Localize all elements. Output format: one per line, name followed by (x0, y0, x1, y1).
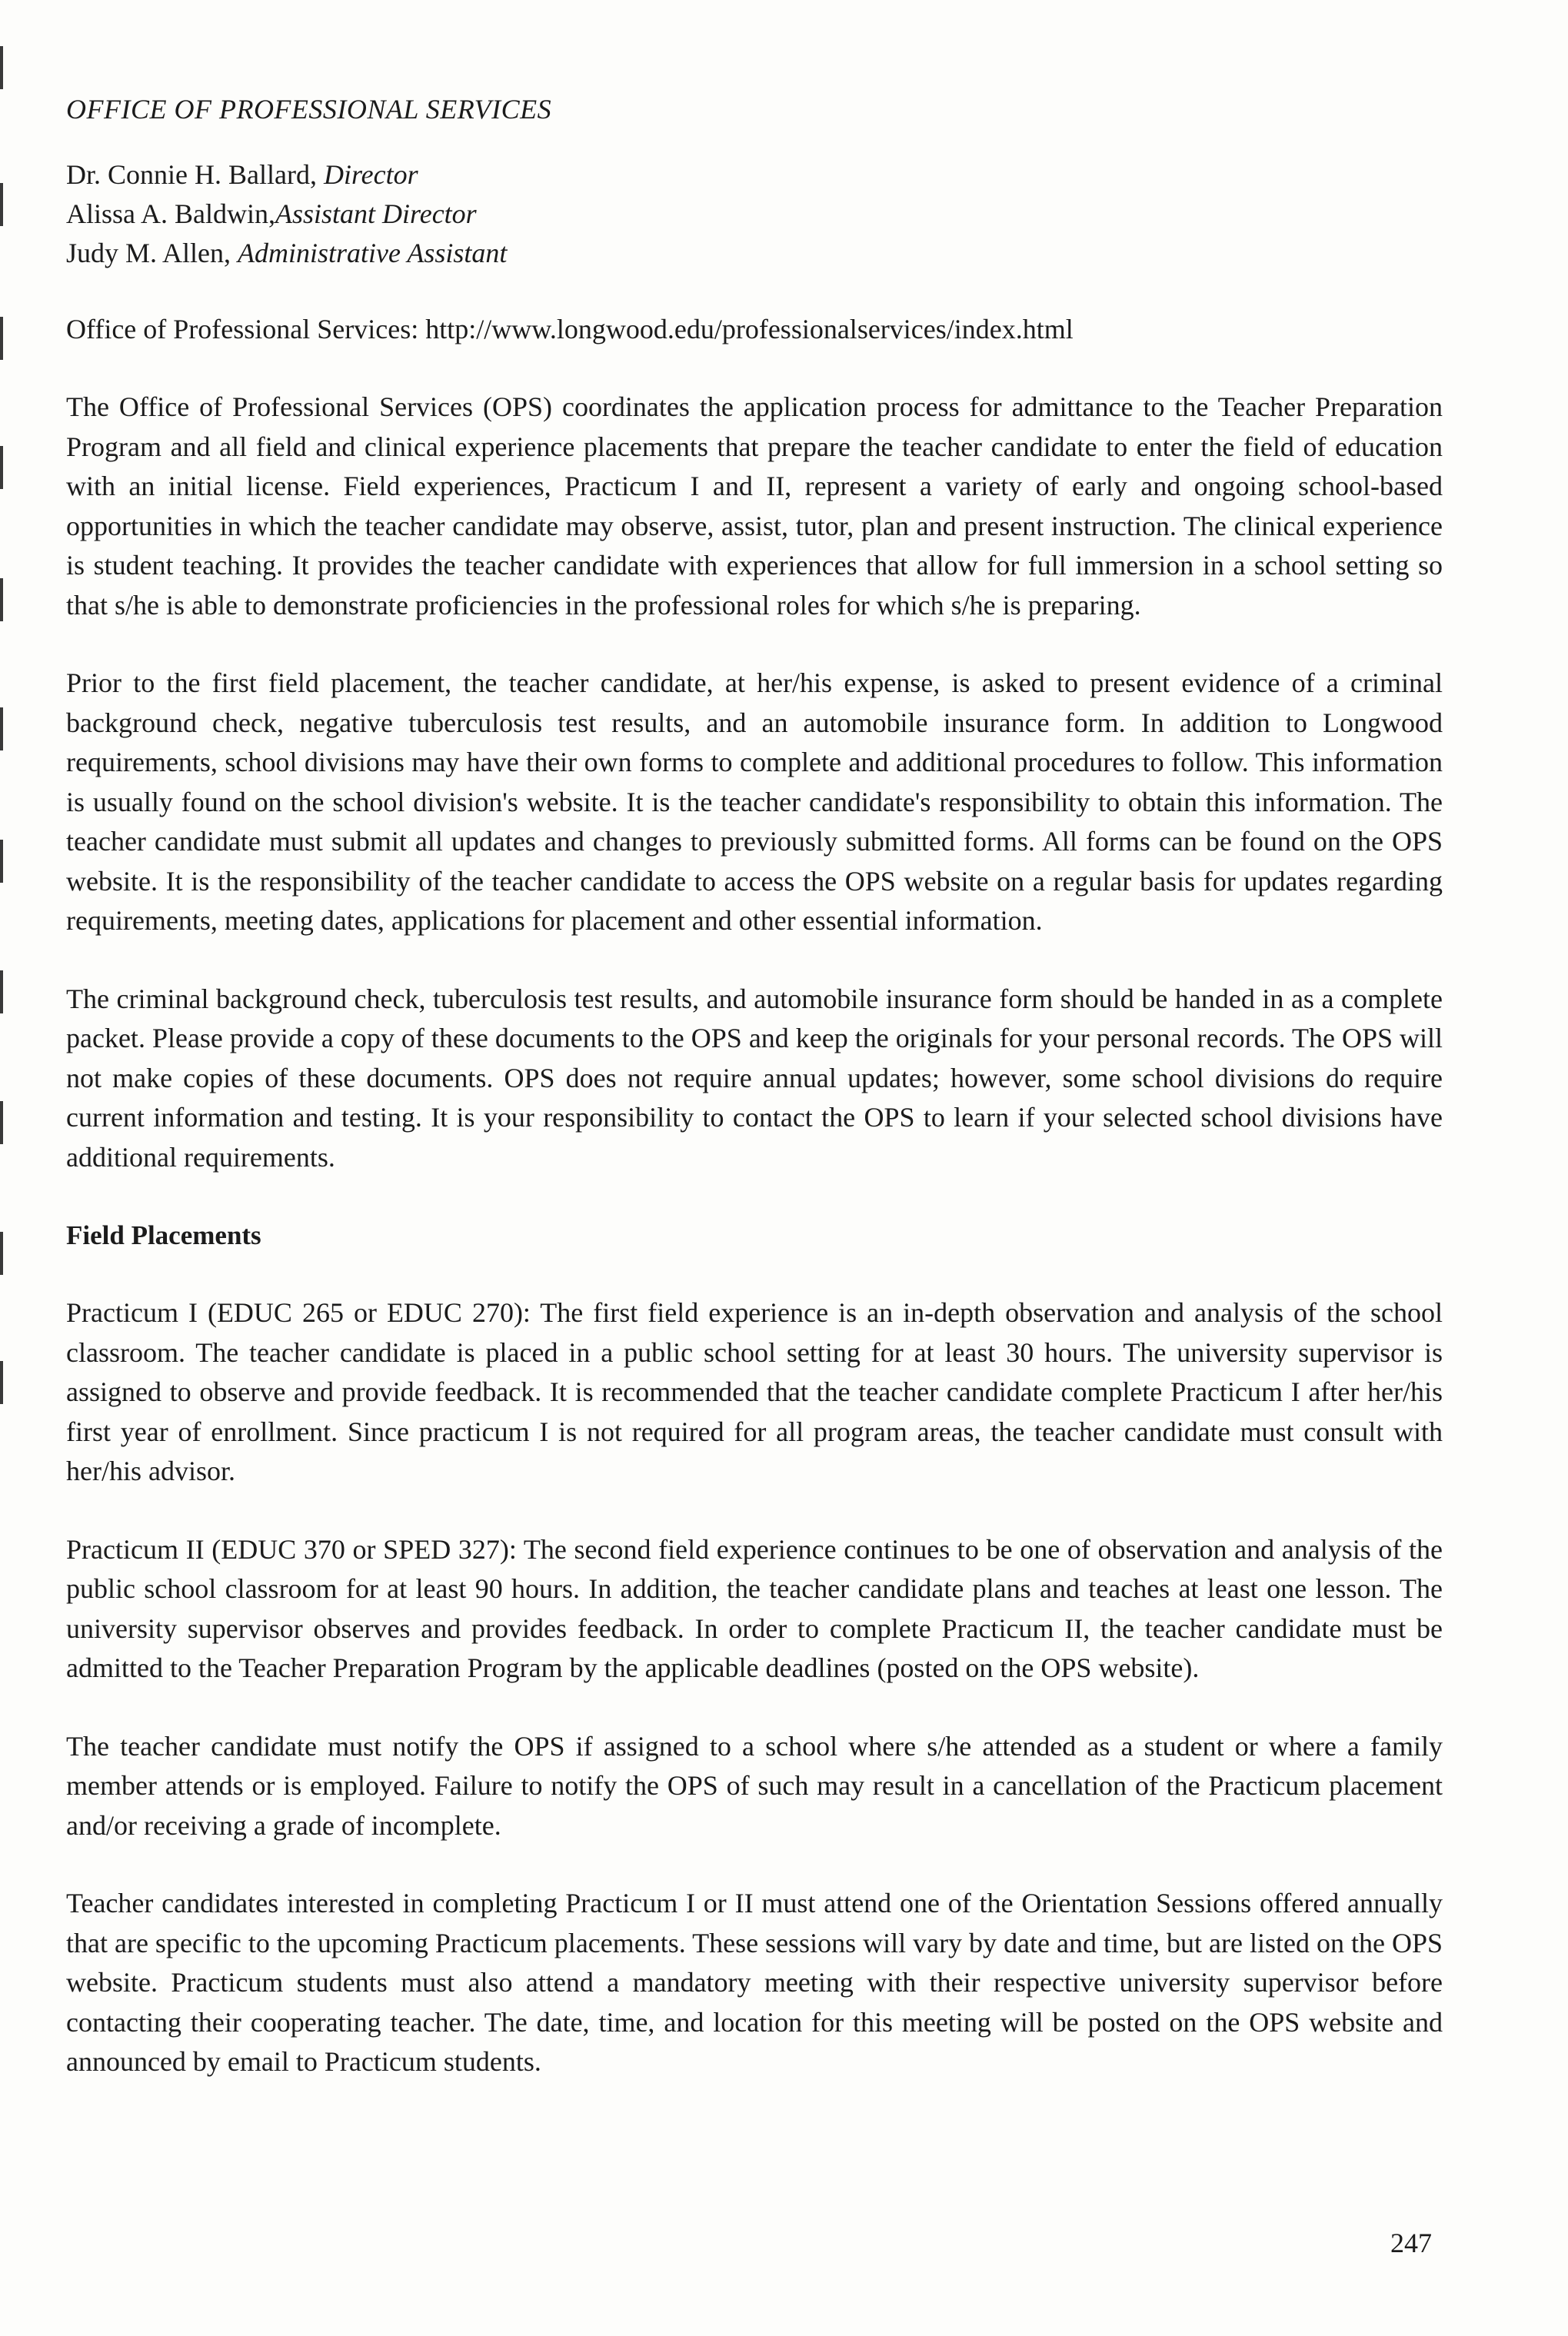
paragraph-practicum-two: Practicum II (EDUC 370 or SPED 327): The second field experience continues to be one of observation and analysis of the public school classroom for at least 90 hours. In addition, the teacher candidate plans and teaches at least one lesson. The university supervisor observes and provides feedback. In order to complete Practicum II, the teacher candidate must be admitted to the Teacher Preparation Program by the applicable deadlines (posted on the OPS website). (66, 1533, 1443, 1683)
binding-mark (0, 46, 3, 89)
binding-mark (0, 1361, 3, 1404)
binding-mark (0, 707, 3, 750)
binding-mark (0, 840, 3, 883)
staff-name: Alissa A. Baldwin, (66, 198, 276, 229)
staff-title: Administrative Assistant (238, 238, 508, 268)
staff-name: Dr. Connie H. Ballard, (66, 159, 324, 190)
paragraph-practicum-one: Practicum I (EDUC 265 or EDUC 270): The first field experience is an in-depth observation and analysis of the school classroom. The teacher candidate is placed in a public school setting for at least 30 hours. The university supervisor is assigned to observe and provide feedback. It is recommended that the teacher candidate complete Practicum I after her/his first year of enrollment. Since practicum I is not required for all program areas, the teacher candidate must consult with her/his advisor. (66, 1297, 1443, 1486)
binding-mark (0, 970, 3, 1013)
page-content (66, 91, 1443, 2121)
binding-mark (0, 446, 3, 489)
paragraph-notify-ops: The teacher candidate must notify the OPS if assigned to a school where s/he attended as a student or where a family member attends or is employed. Failure to notify the OPS of such may result in a cancellation of the Practicum placement and/or receiving a grade of incomplete. (66, 1730, 1443, 1841)
staff-list (66, 155, 1443, 273)
paragraph-ops-overview: The Office of Professional Services (OPS) coordinates the application process for admittance to the Teacher Preparation Program and all field and clinical experience placements that prepare the teacher candidate to enter the field of education with an initial license. Field experiences, Practicum I and II, represent a variety of early and ongoing school-based opportunities in which the teacher candidate may observe, assist, tutor, plan and present instruction. The clinical experience is student teaching. It provides the teacher candidate with experiences that allow for full immersion in a school setting so that s/he is able to demonstrate proficiencies in the professional roles for which s/he is preparing. (66, 391, 1443, 621)
binding-mark (0, 317, 3, 360)
binding-mark (0, 1232, 3, 1275)
paragraph-requirements: Prior to the first field placement, the teacher candidate, at her/his expense, is asked to present evidence of a criminal background check, negative tuberculosis test results, and an automobile insurance form. In addition to Longwood requirements, school divisions may have their own forms to complete and additional procedures to follow. This information is usually found on the school division's website. It is the teacher candidate's responsibility to obtain this information. The teacher candidate must submit all updates and changes to previously submitted forms. All forms can be found on the OPS website. It is the responsibility of the teacher candidate to access the OPS website on a regular basis for updates regarding requirements, meeting dates, applications for placement and other essential information. (66, 667, 1443, 936)
binding-mark (0, 578, 3, 621)
staff-entry-director (66, 155, 1443, 195)
binding-mark (0, 183, 3, 226)
staff-name: Judy M. Allen, (66, 238, 238, 268)
office-url: Office of Professional Services: http://www.longwood.edu/professionalservices/index.html (66, 314, 1074, 344)
paragraph-packet: The criminal background check, tuberculosis test results, and automobile insurance form should be handed in as a complete packet. Please provide a copy of these documents to the OPS and keep the originals for your personal records. The OPS will not make copies of these documents. OPS does not require annual updates; however, some school divisions do require current information and testing. It is your responsibility to contact the OPS to learn if your selected school divisions have additional requirements. (66, 983, 1443, 1173)
binding-mark (0, 1101, 3, 1144)
staff-title: Assistant Director (275, 198, 477, 229)
paragraph-orientation: Teacher candidates interested in completing Practicum I or II must attend one of the Orientation Sessions offered annually that are specific to the upcoming Practicum placements. These sessions will vary by date and time, but are listed on the OPS website. Practicum students must also attend a mandatory meeting with their respective university supervisor before contacting their cooperating teacher. The date, time, and location for this meeting will be posted on the OPS website and announced by email to Practicum students. (66, 1888, 1443, 2077)
staff-title: Director (323, 159, 418, 190)
page-number: 247 (1390, 2228, 1432, 2258)
office-heading: OFFICE OF PROFESSIONAL SERVICES (66, 94, 552, 125)
section-heading-field-placements: Field Placements (66, 1220, 261, 1250)
staff-entry-administrative-assistant (66, 234, 1443, 273)
staff-entry-assistant-director (66, 195, 1443, 234)
